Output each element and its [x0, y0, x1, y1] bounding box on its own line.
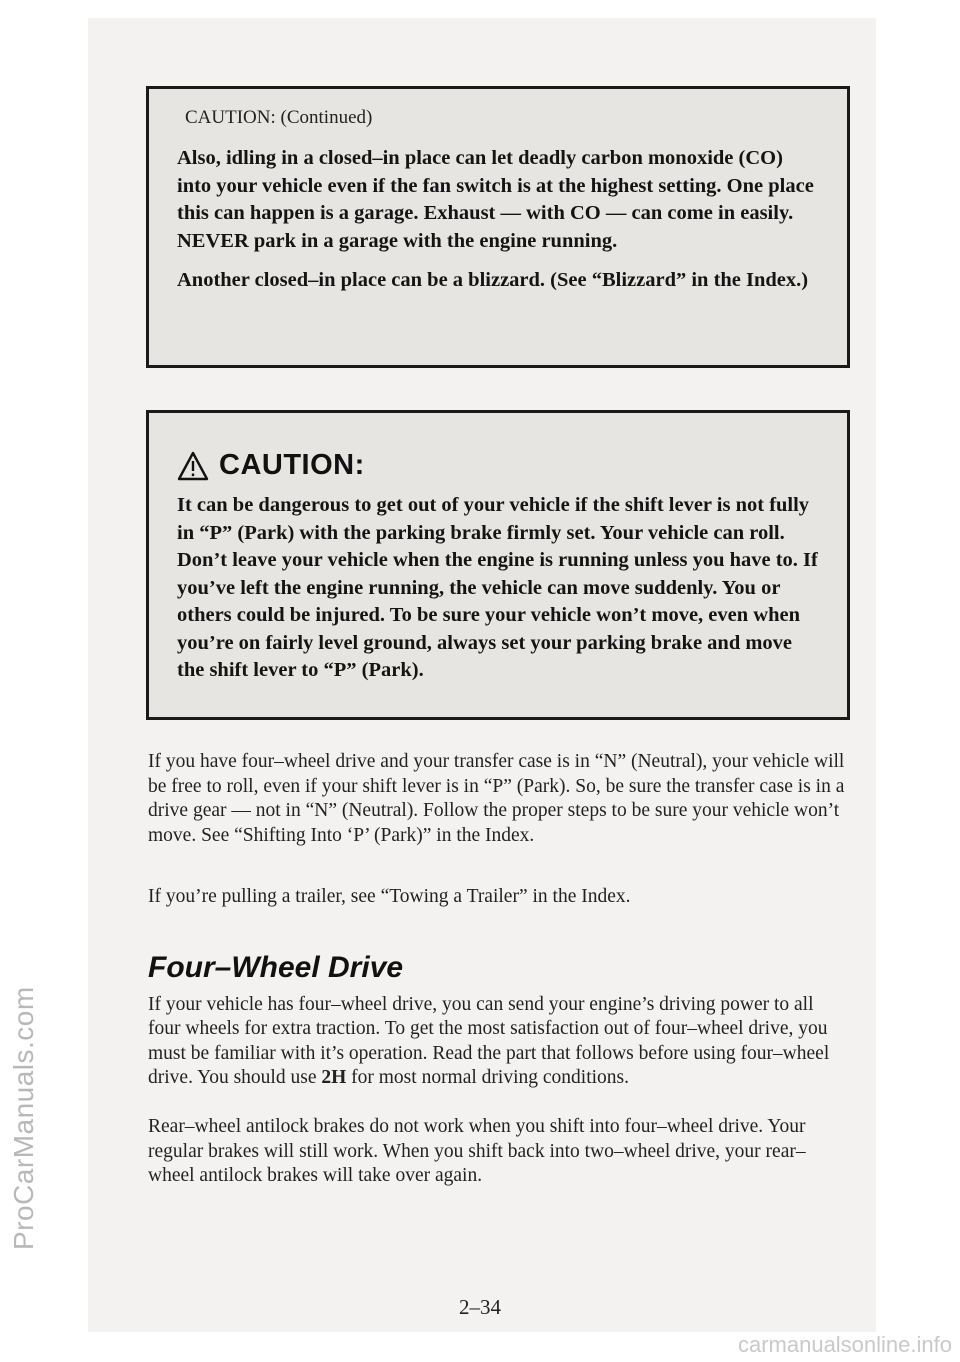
side-watermark: ProCarManuals.com [8, 986, 39, 1250]
four-wheel-drive-paragraph-1 [148, 993, 848, 1091]
caution-continued-box [146, 86, 850, 368]
four-wheel-drive-paragraph-2: Rear–wheel antilock brakes do not work when you shift into four–wheel drive. Your regular brakes will still work. When you shift back into two–wheel drive, your rear–wheel antilock brakes will take over again. [148, 1116, 806, 1186]
caution-title: CAUTION: [219, 449, 365, 481]
transfer-case-paragraph: If you have four–wheel drive and your transfer case is in “N” (Neutral), your vehicle will be free to roll, even if your shift lever is in “P” (Park). So, be sure the transfer case is in a drive gear — not in “N” (Neutral). Follow the proper steps to be sure your vehicle won’t move. See “Shifting Into ‘P’ (Park)” in the Index. [148, 751, 845, 846]
caution-continued-paragraph-1: Also, idling in a closed–in place can let deadly carbon monoxide (CO) into your vehicle even if the fan switch is at the highest setting. One place this can happen is a garage. Exhaust — with CO — can come in easily. NEVER park in a garage with the engine running. [177, 147, 814, 252]
page-number: 2–34 [459, 1295, 501, 1319]
caution-continued-paragraph-2: Another closed–in place can be a blizzard. (See “Blizzard” in the Index.) [177, 269, 809, 291]
caution-continued-label: CAUTION: (Continued) [185, 107, 373, 128]
warning-triangle-icon [177, 451, 209, 481]
caution-box [146, 410, 850, 720]
trailer-paragraph: If you’re pulling a trailer, see “Towing a Trailer” in the Index. [148, 886, 631, 907]
bottom-watermark: carmanualsonline.info [737, 1332, 952, 1357]
section-heading: Four–Wheel Drive [148, 951, 404, 984]
four-wheel-drive-section [148, 951, 848, 1091]
mode-2h-label: 2H [321, 1067, 347, 1088]
paragraph-text-after: for most normal driving conditions. [346, 1067, 630, 1088]
caution-text: It can be dangerous to get out of your vehicle if the shift lever is not fully in “P” (Park) with the parking brake firmly set. Your vehicle can roll. Don’t leave your vehicle when the engine is running unless you have to. If you’ve left the engine running, the vehicle can move suddenly. You or others could be injured. To be sure your vehicle won’t move, even when you’re on fairly level ground, always set your parking brake and move the shift lever to “P” (Park). [177, 494, 818, 681]
antilock-section [148, 1115, 848, 1189]
caution-header [177, 449, 821, 482]
paragraph-text-before: If your vehicle has four–wheel drive, you can send your engine’s driving power to all four wheels for extra traction. To get the most satisfaction out of four–wheel drive, you must be familiar with it’s operation. Read the part that follows before using four–wheel drive. You should use [148, 993, 830, 1088]
